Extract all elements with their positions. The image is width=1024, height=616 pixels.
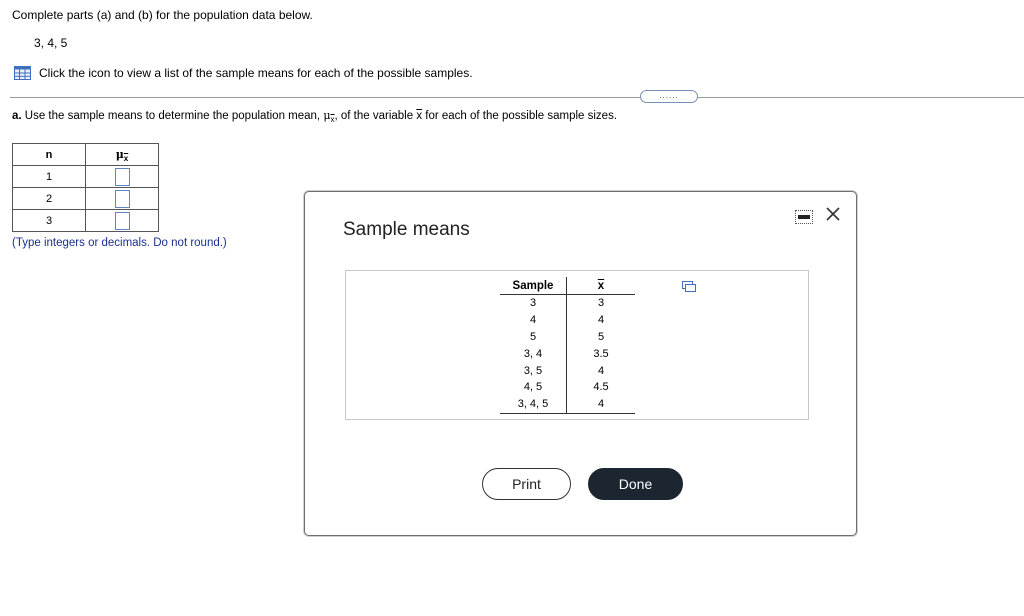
n-cell: 3 xyxy=(13,210,86,232)
x-bar-symbol: $\overline{x}$ xyxy=(416,110,423,122)
done-button[interactable]: Done xyxy=(588,468,683,500)
sample-means-dialog xyxy=(304,191,857,536)
print-button[interactable]: Print xyxy=(482,468,571,500)
copy-icon[interactable] xyxy=(682,280,696,292)
population-data: 3, 4, 5 xyxy=(34,36,68,50)
mu-answer-input[interactable] xyxy=(115,212,130,230)
mu-answer-input[interactable] xyxy=(115,168,130,186)
sample-means-link-row xyxy=(14,66,473,80)
expand-button[interactable]: ...... xyxy=(640,90,698,103)
table-row: 3 3 xyxy=(500,295,635,312)
mu-symbol: μ xyxy=(323,109,331,122)
question-text: a. Use the sample means to determine the population mean, $\mu_{\overline{x}}$, of the variable $\overline{x}$ for each of the possible sample sizes. xyxy=(12,109,618,124)
table-row: 5 5 xyxy=(500,329,635,346)
intro-text: Complete parts (a) and (b) for the population data below. xyxy=(12,8,313,22)
n-cell: 2 xyxy=(13,188,86,210)
n-cell: 1 xyxy=(13,166,86,188)
icon-instruction-text: Click the icon to view a list of the sample means for each of the possible samples. xyxy=(39,66,473,80)
mu-answer-input[interactable] xyxy=(115,190,130,208)
part-label: a. xyxy=(12,110,22,122)
table-row xyxy=(13,188,159,210)
table-row: 3, 5 4 xyxy=(500,362,635,379)
input-hint: (Type integers or decimals. Do not round.) xyxy=(12,237,227,249)
sample-means-table xyxy=(500,277,635,414)
section-divider xyxy=(10,97,1024,98)
header-sample: Sample xyxy=(500,277,567,295)
sample-means-panel xyxy=(345,270,809,420)
header-n: n xyxy=(13,144,86,166)
table-row: 3, 4, 5 4 xyxy=(500,396,635,413)
table-row xyxy=(13,166,159,188)
table-row: 4, 5 4.5 xyxy=(500,379,635,396)
close-icon[interactable] xyxy=(823,204,843,224)
header-mu: $\mu_{\overline{x}}$ xyxy=(86,144,159,166)
header-xbar: $\overline{x}$ xyxy=(567,277,636,295)
dialog-title: Sample means xyxy=(343,219,470,240)
table-row: 3, 4 3.5 xyxy=(500,345,635,362)
table-row: 4 4 xyxy=(500,312,635,329)
answer-table xyxy=(12,143,159,232)
table-row xyxy=(13,210,159,232)
minimize-icon[interactable] xyxy=(795,210,813,224)
table-grid-icon[interactable] xyxy=(14,66,31,80)
mu-subscript: x xyxy=(330,115,335,124)
